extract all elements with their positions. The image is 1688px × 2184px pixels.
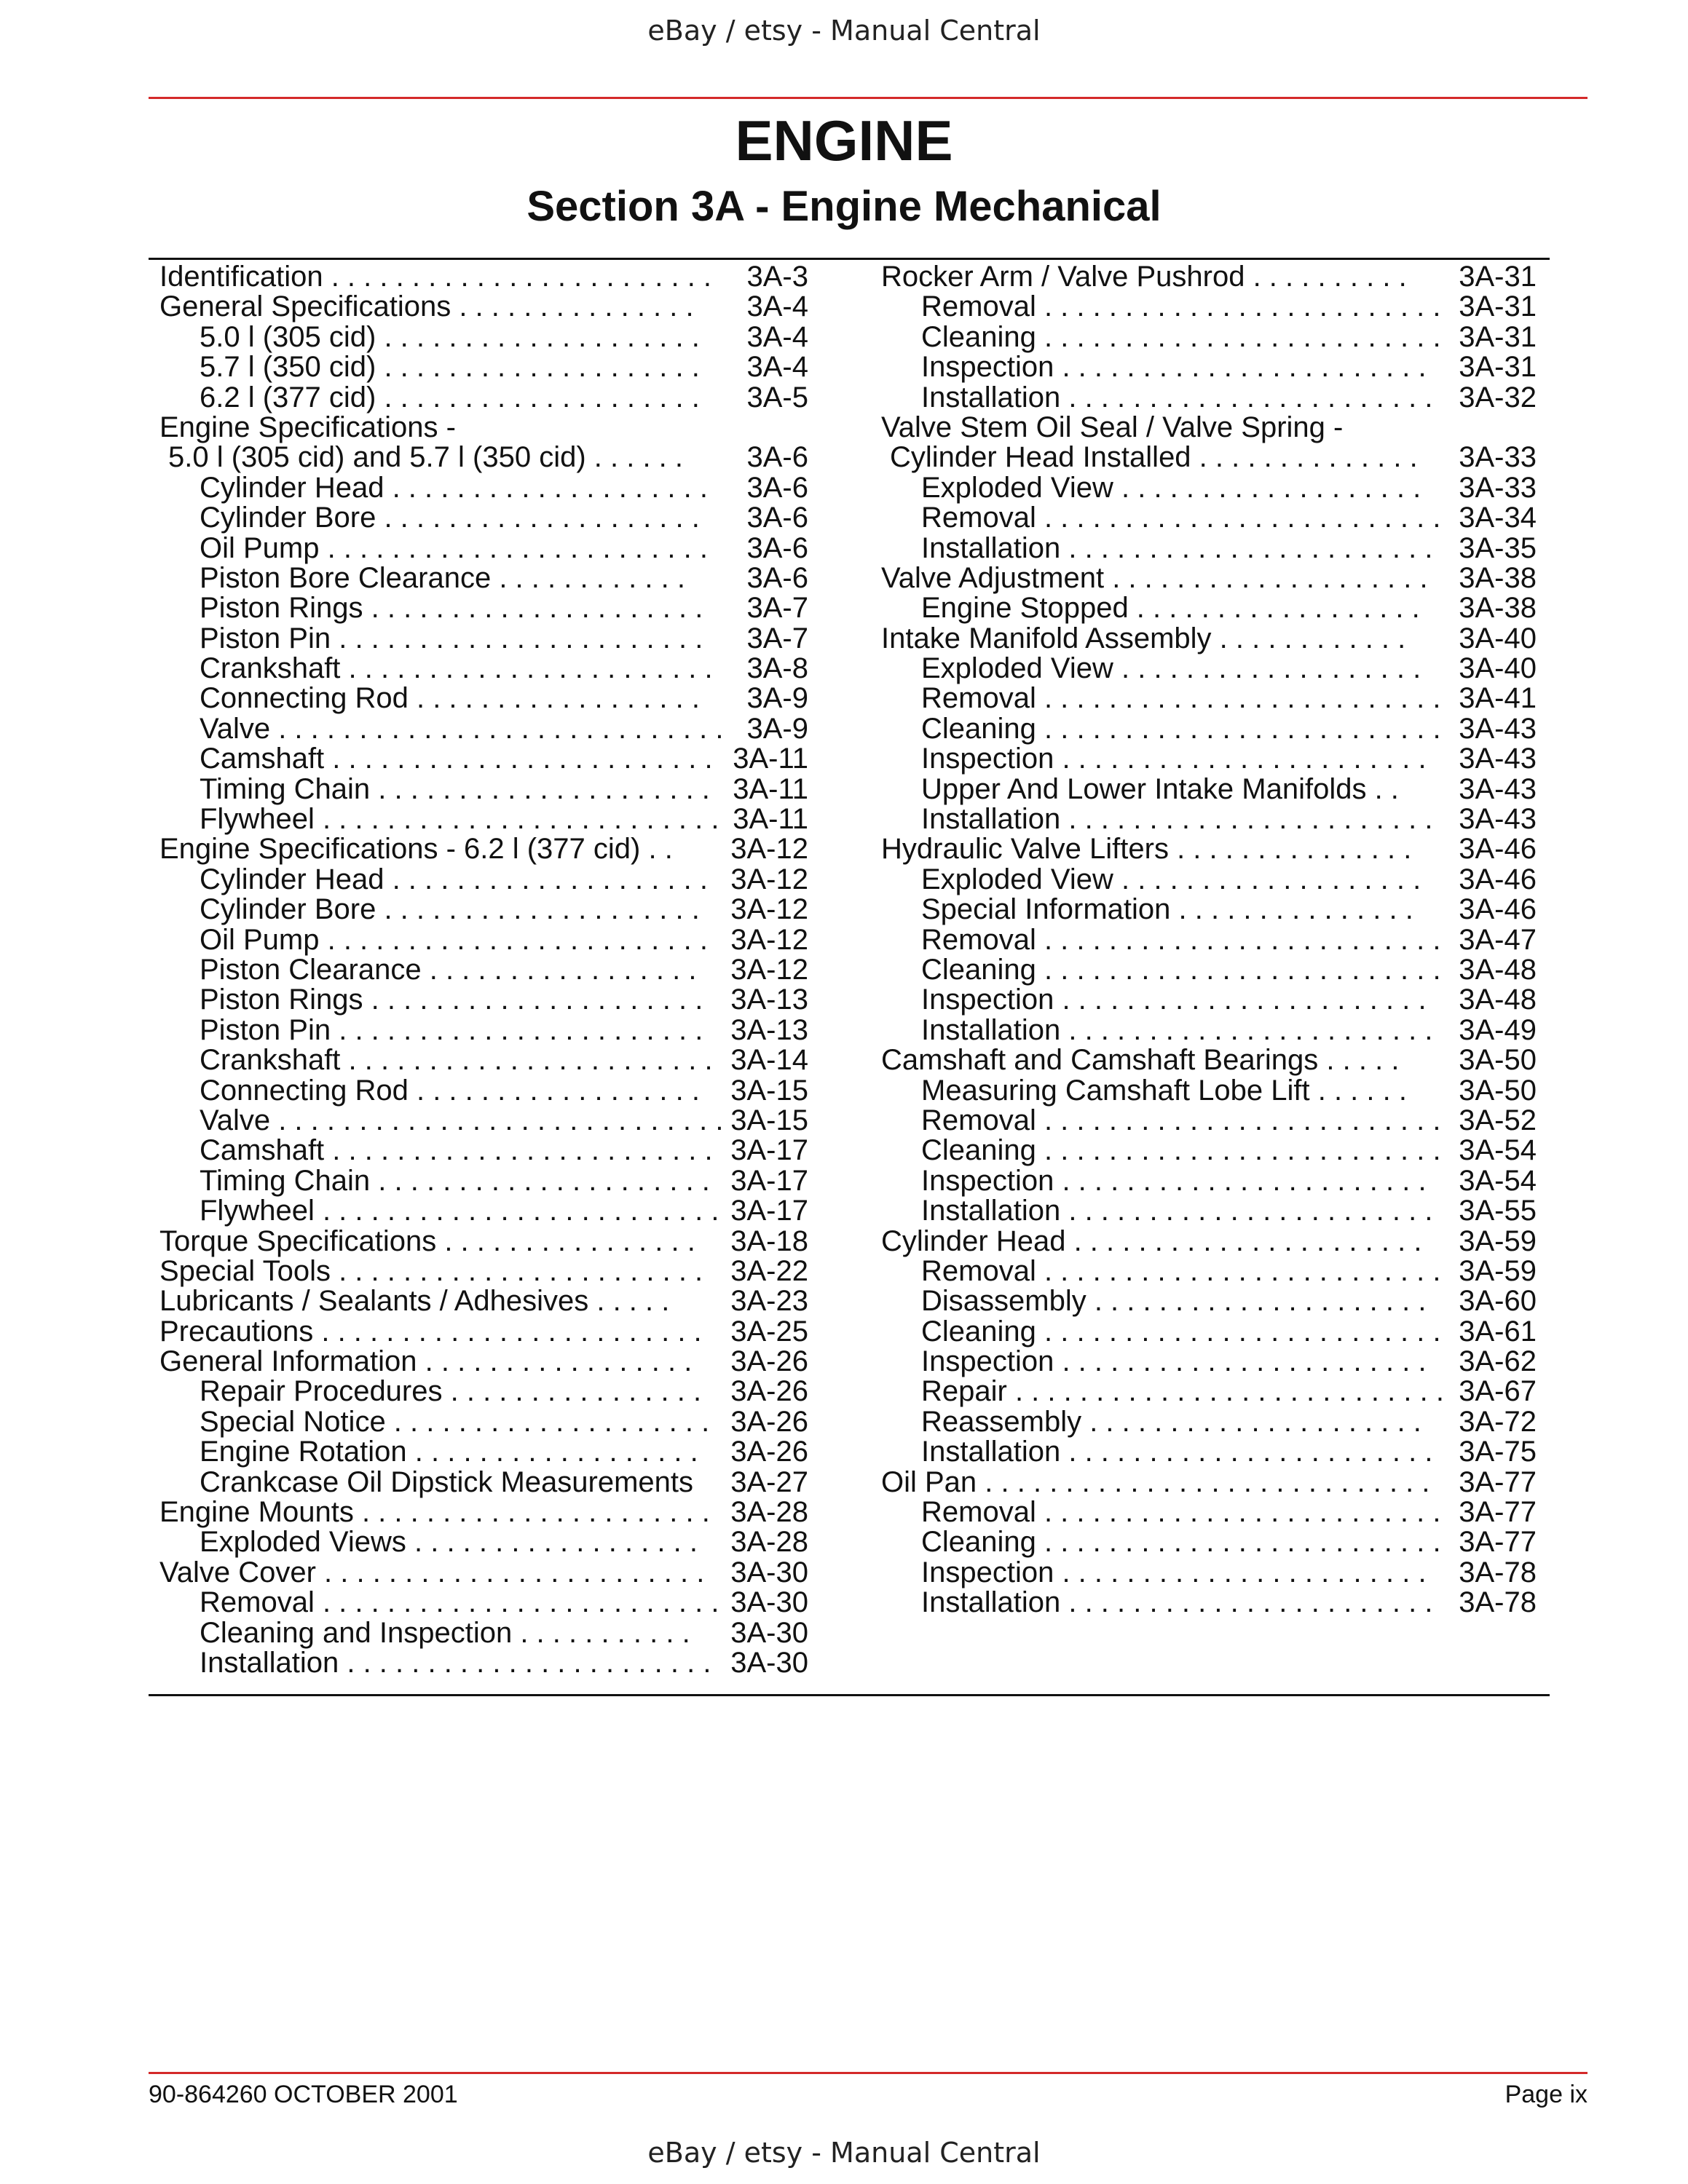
toc-entry: [159, 1013, 815, 1046]
toc-entry-page: 3A-27: [730, 1465, 808, 1498]
toc-entry-page: 3A-41: [1459, 682, 1537, 715]
toc-entry: [881, 503, 1537, 533]
toc-entry-page: 3A-13: [730, 984, 808, 1016]
toc-entry-page: 3A-31: [1459, 261, 1537, 293]
watermark-bottom: eBay / etsy - Manual Central: [647, 2137, 1041, 2169]
toc-entry-page: 3A-54: [1459, 1134, 1537, 1167]
toc-entry: [159, 352, 815, 382]
toc-entry: [159, 443, 815, 472]
toc-entry-label: Cleaning . . . . . . . . . . . . . . . . . . . . . . . . .: [921, 320, 1441, 353]
toc-entry: [881, 593, 1537, 623]
toc-entry: [881, 531, 1537, 564]
toc-entry-label: Removal . . . . . . . . . . . . . . . . . . . . . . . . .: [921, 1104, 1441, 1136]
toc-entry: [159, 1377, 815, 1406]
toc-entry-label: Cleaning . . . . . . . . . . . . . . . . . . . . . . . . .: [921, 712, 1441, 745]
toc-entry: [159, 262, 815, 292]
toc-entry-label: Upper And Lower Intake Manifolds . .: [921, 772, 1399, 805]
toc-entry-label: Removal . . . . . . . . . . . . . . . . . . . . . . . . .: [200, 1586, 719, 1619]
toc-entry-label: Inspection . . . . . . . . . . . . . . . . . . . . . . .: [921, 1556, 1427, 1588]
toc-entry: [881, 262, 1537, 292]
toc-entry-label: Camshaft . . . . . . . . . . . . . . . . . . . . . . . .: [200, 1134, 713, 1167]
toc-entry-page: 3A-6: [746, 502, 808, 534]
toc-entry-label: Special Tools . . . . . . . . . . . . . . . . . . . . . . .: [159, 1254, 703, 1287]
toc-entry-page: 3A-4: [746, 290, 808, 323]
toc-entry-page: 3A-12: [730, 953, 808, 986]
toc-entry-page: 3A-6: [746, 561, 808, 594]
toc-entry-page: 3A-33: [1459, 471, 1537, 504]
toc-entry: [881, 804, 1537, 834]
toc-entry-page: 3A-8: [746, 652, 808, 685]
toc-entry-label: Piston Pin . . . . . . . . . . . . . . . . . . . . . . .: [200, 622, 703, 654]
toc-entry-page: 3A-17: [730, 1134, 808, 1167]
toc-entry-label: Measuring Camshaft Lobe Lift . . . . . .: [921, 1074, 1407, 1107]
toc-entry-label: Valve Adjustment . . . . . . . . . . . . . . . . . . . .: [881, 561, 1428, 594]
toc-entry-label: Exploded Views . . . . . . . . . . . . . . . . . .: [200, 1526, 698, 1559]
toc-entry-page: 3A-31: [1459, 290, 1537, 323]
toc-entry-label: Special Information . . . . . . . . . . . . . . .: [921, 893, 1413, 926]
toc-entry-page: 3A-32: [1459, 381, 1537, 414]
toc-entry-label: Timing Chain . . . . . . . . . . . . . . . . . . . . .: [200, 1164, 710, 1197]
toc-entry-page: 3A-78: [1459, 1556, 1537, 1588]
toc-entry-label: Oil Pan . . . . . . . . . . . . . . . . . . . . . . . . . . . .: [881, 1465, 1430, 1498]
toc-entry: [159, 1588, 815, 1618]
toc-entry-label: 5.0 l (305 cid) and 5.7 l (350 cid) . . . . . .: [168, 441, 684, 474]
toc-entry-page: 3A-6: [746, 441, 808, 474]
toc-entry-label: Installation . . . . . . . . . . . . . . . . . . . . . . .: [200, 1646, 711, 1679]
toc-entry: [881, 1254, 1537, 1287]
toc-entry: [159, 865, 815, 895]
toc-entry-label: Torque Specifications . . . . . . . . . . . . . . . .: [159, 1224, 695, 1257]
toc-entry-page: 3A-43: [1459, 712, 1537, 745]
toc-entry: [159, 684, 815, 713]
toc-entry-page: 3A-23: [730, 1285, 808, 1318]
toc-entry-page: 3A-11: [733, 743, 808, 775]
toc-entry-label: Installation . . . . . . . . . . . . . . . . . . . . . . .: [921, 381, 1433, 414]
toc-entry-label: Cylinder Head . . . . . . . . . . . . . . . . . . . .: [200, 471, 708, 504]
toc-entry: [881, 352, 1537, 382]
toc-entry: [159, 1437, 815, 1467]
toc-entry-label: Engine Stopped . . . . . . . . . . . . . . . . . .: [921, 592, 1420, 625]
toc-entry-page: 3A-72: [1459, 1405, 1537, 1438]
toc-entry-label: Inspection . . . . . . . . . . . . . . . . . . . . . . .: [921, 351, 1427, 384]
toc-entry-page: 3A-3: [746, 261, 808, 293]
toc-entry-label: Inspection . . . . . . . . . . . . . . . . . . . . . . .: [921, 1345, 1427, 1378]
toc-entry: [881, 1286, 1537, 1316]
toc-entry-page: 3A-17: [730, 1164, 808, 1197]
toc-entry-label: Connecting Rod . . . . . . . . . . . . . . . . . .: [200, 682, 700, 715]
footer-doc-number: 90-864260 OCTOBER 2001: [149, 2081, 458, 2108]
toc-entry-page: 3A-61: [1459, 1315, 1537, 1348]
toc-entry-label: Cylinder Head . . . . . . . . . . . . . . . . . . . . . .: [881, 1224, 1422, 1257]
toc-entry-page: 3A-7: [746, 592, 808, 625]
toc-entry-page: 3A-6: [746, 471, 808, 504]
toc-entry: [159, 1347, 815, 1377]
toc-entry: [881, 895, 1537, 925]
toc-entry: [881, 1377, 1537, 1406]
toc-entry-label: General Information . . . . . . . . . . . . . . . . .: [159, 1345, 693, 1378]
toc-entry: [159, 383, 815, 413]
toc-entry: [881, 1136, 1537, 1166]
toc-entry-page: 3A-75: [1459, 1436, 1537, 1468]
toc-entry: [881, 925, 1537, 955]
toc-entry: [159, 1196, 815, 1226]
toc-entry-label: Oil Pump . . . . . . . . . . . . . . . . . . . . . . . .: [200, 923, 708, 956]
toc-entry: [159, 1224, 815, 1257]
toc-top-rule: [149, 258, 1550, 260]
toc-entry: [159, 1076, 815, 1106]
toc-entry-label: Piston Rings . . . . . . . . . . . . . . . . . . . . .: [200, 984, 703, 1016]
toc-entry-label: Repair Procedures . . . . . . . . . . . . . . . .: [200, 1375, 702, 1408]
toc-entry-page: 3A-49: [1459, 1013, 1537, 1046]
toc-entry-page: 3A-31: [1459, 351, 1537, 384]
toc-entry: [881, 1076, 1537, 1106]
toc-entry-label: Special Notice . . . . . . . . . . . . . . . . . . . .: [200, 1405, 710, 1438]
toc-entry: [159, 503, 815, 533]
toc-entry: [159, 1407, 815, 1437]
toc-entry: [881, 654, 1537, 684]
toc-entry-label: Oil Pump . . . . . . . . . . . . . . . . . . . . . . . .: [200, 531, 708, 564]
toc-entry-page: 3A-17: [730, 1195, 808, 1227]
toc-entry: [159, 895, 815, 925]
toc-entry-page: 3A-43: [1459, 743, 1537, 775]
toc-entry-label: Crankshaft . . . . . . . . . . . . . . . . . . . . . . .: [200, 652, 713, 685]
toc-entry-page: 3A-30: [730, 1646, 808, 1679]
toc-entry-label: Flywheel . . . . . . . . . . . . . . . . . . . . . . . . .: [200, 803, 719, 836]
toc-entry-label: Installation . . . . . . . . . . . . . . . . . . . . . . .: [921, 531, 1433, 564]
toc-entry-page: 3A-12: [730, 833, 808, 866]
toc-entry-label: Removal . . . . . . . . . . . . . . . . . . . . . . . . .: [921, 290, 1441, 323]
toc-entry-page: 3A-67: [1459, 1375, 1537, 1408]
toc-entry-page: 3A-46: [1459, 833, 1537, 866]
toc-entry: [159, 955, 815, 985]
footer-red-rule: [149, 2072, 1588, 2074]
toc-entry-page: 3A-12: [730, 863, 808, 895]
toc-entry-label: Valve . . . . . . . . . . . . . . . . . . . . . . . . . . . .: [200, 1104, 724, 1136]
toc-entry-page: 3A-50: [1459, 1074, 1537, 1107]
toc-entry-label: Connecting Rod . . . . . . . . . . . . . . . . . .: [200, 1074, 700, 1107]
footer-page-number: Page ix: [1504, 2081, 1588, 2108]
toc-entry: [159, 1497, 815, 1527]
toc-entry: [159, 1106, 815, 1136]
toc-entry: [881, 383, 1537, 413]
toc-entry-page: 3A-40: [1459, 652, 1537, 685]
toc-entry-label: Cleaning . . . . . . . . . . . . . . . . . . . . . . . . .: [921, 953, 1441, 986]
toc-entry-page: 3A-11: [733, 772, 808, 805]
toc-entry-label: Installation . . . . . . . . . . . . . . . . . . . . . . .: [921, 1586, 1433, 1619]
toc-entry: [159, 473, 815, 503]
toc-entry-label: Cleaning and Inspection . . . . . . . . . . .: [200, 1616, 690, 1649]
toc-entry: [159, 1648, 815, 1678]
toc-entry: [881, 443, 1537, 472]
toc-entry-label: 6.2 l (377 cid) . . . . . . . . . . . . . . . . . . . .: [200, 381, 700, 414]
toc-entry-label: Installation . . . . . . . . . . . . . . . . . . . . . . .: [921, 1436, 1433, 1468]
toc-entry-label: Exploded View . . . . . . . . . . . . . . . . . . .: [921, 471, 1421, 504]
toc-entry: [881, 624, 1537, 654]
toc-entry-label: Installation . . . . . . . . . . . . . . . . . . . . . . .: [921, 1195, 1433, 1227]
toc-entry: [881, 292, 1537, 322]
toc-entry-label: Lubricants / Sealants / Adhesives . . . . .: [159, 1285, 670, 1318]
toc-entry-page: 3A-12: [730, 893, 808, 926]
toc-entry-page: 3A-46: [1459, 893, 1537, 926]
toc-entry-label: Hydraulic Valve Lifters . . . . . . . . . . . . . . .: [881, 833, 1412, 866]
toc-entry-page: 3A-28: [730, 1526, 808, 1559]
toc-entry-label: Camshaft and Camshaft Bearings . . . . .: [881, 1044, 1400, 1077]
toc-entry-label: Exploded View . . . . . . . . . . . . . . . . . . .: [921, 863, 1421, 895]
toc-entry-label: Intake Manifold Assembly . . . . . . . . . . . .: [881, 622, 1406, 654]
toc-entry: [159, 413, 815, 443]
toc-entry: [881, 1527, 1537, 1557]
toc-entry-page: 3A-18: [730, 1224, 808, 1257]
toc-entry-page: 3A-12: [730, 923, 808, 956]
toc-entry: [159, 834, 815, 864]
toc-entry: [159, 320, 815, 353]
toc-entry: [881, 684, 1537, 713]
toc-left-column: [159, 262, 815, 1678]
toc-entry-page: 3A-47: [1459, 923, 1537, 956]
toc-entry-page: 3A-48: [1459, 984, 1537, 1016]
toc-entry: [159, 1527, 815, 1557]
toc-entry: [881, 473, 1537, 503]
toc-entry-page: 3A-77: [1459, 1526, 1537, 1559]
toc-entry-page: 3A-78: [1459, 1586, 1537, 1619]
toc-entry: [159, 925, 815, 955]
toc-entry-page: 3A-59: [1459, 1254, 1537, 1287]
toc-entry-page: 3A-40: [1459, 622, 1537, 654]
toc-entry: [881, 1106, 1537, 1136]
toc-entry-label: Inspection . . . . . . . . . . . . . . . . . . . . . . .: [921, 1164, 1427, 1197]
toc-entry-page: 3A-52: [1459, 1104, 1537, 1136]
toc-entry-page: 3A-11: [733, 803, 808, 836]
toc-bottom-rule: [149, 1694, 1550, 1696]
toc-entry: [881, 714, 1537, 744]
toc-entry-label: Piston Bore Clearance . . . . . . . . . . . .: [200, 561, 685, 594]
toc-entry-label: Installation . . . . . . . . . . . . . . . . . . . . . . .: [921, 1013, 1433, 1046]
toc-entry-label: General Specifications . . . . . . . . . . . . . . .: [159, 290, 694, 323]
toc-entry-label: Cleaning . . . . . . . . . . . . . . . . . . . . . . . . .: [921, 1134, 1441, 1167]
toc-entry-label: Cylinder Head Installed . . . . . . . . . . . . . .: [890, 441, 1418, 474]
toc-entry: [159, 654, 815, 684]
toc-entry-label: Cylinder Bore . . . . . . . . . . . . . . . . . . . .: [200, 893, 700, 926]
toc-entry-label: 5.7 l (350 cid) . . . . . . . . . . . . . . . . . . . .: [200, 351, 700, 384]
toc-entry-page: 3A-9: [746, 712, 808, 745]
toc-entry-page: 3A-9: [746, 682, 808, 715]
toc-entry: [881, 955, 1537, 985]
toc-entry-page: 3A-46: [1459, 863, 1537, 895]
toc-entry-label: Valve Stem Oil Seal / Valve Spring -: [881, 411, 1344, 443]
toc-entry: [159, 1286, 815, 1316]
toc-entry-label: Engine Rotation . . . . . . . . . . . . . . . . . .: [200, 1436, 698, 1468]
toc-entry: [881, 1317, 1537, 1347]
toc-entry: [159, 1465, 815, 1498]
toc-entry-page: 3A-26: [730, 1405, 808, 1438]
toc-entry: [881, 1013, 1537, 1046]
toc-entry-page: 3A-30: [730, 1556, 808, 1588]
toc-entry-page: 3A-48: [1459, 953, 1537, 986]
toc-entry-label: Reassembly . . . . . . . . . . . . . . . . . . . . .: [921, 1405, 1421, 1438]
toc-entry: [881, 320, 1537, 353]
toc-entry-page: 3A-22: [730, 1254, 808, 1287]
toc-entry-label: Removal . . . . . . . . . . . . . . . . . . . . . . . . .: [921, 1496, 1441, 1529]
toc-entry-label: Removal . . . . . . . . . . . . . . . . . . . . . . . . .: [921, 682, 1441, 715]
toc-entry-label: Exploded View . . . . . . . . . . . . . . . . . . .: [921, 652, 1421, 685]
page-title: ENGINE: [735, 108, 953, 173]
toc-entry: [881, 1558, 1537, 1588]
toc-entry-page: 3A-15: [730, 1104, 808, 1136]
toc-entry: [881, 865, 1537, 895]
toc-entry-page: 3A-77: [1459, 1496, 1537, 1529]
toc-entry: [881, 1347, 1537, 1377]
toc-entry-label: Crankcase Oil Dipstick Measurements: [200, 1465, 693, 1498]
toc-entry-label: Disassembly . . . . . . . . . . . . . . . . . . . . .: [921, 1285, 1427, 1318]
toc-entry-page: 3A-28: [730, 1496, 808, 1529]
toc-entry-label: Inspection . . . . . . . . . . . . . . . . . . . . . . .: [921, 984, 1427, 1016]
toc-entry-label: Removal . . . . . . . . . . . . . . . . . . . . . . . . .: [921, 502, 1441, 534]
toc-entry: [159, 624, 815, 654]
toc-entry-page: 3A-55: [1459, 1195, 1537, 1227]
toc-entry-page: 3A-30: [730, 1586, 808, 1619]
toc-entry: [159, 1558, 815, 1588]
toc-entry-label: Cleaning . . . . . . . . . . . . . . . . . . . . . . . . .: [921, 1315, 1441, 1348]
toc-entry-label: 5.0 l (305 cid) . . . . . . . . . . . . . . . . . . . .: [200, 320, 700, 353]
toc-entry-label: Timing Chain . . . . . . . . . . . . . . . . . . . . .: [200, 772, 710, 805]
toc-entry-page: 3A-31: [1459, 320, 1537, 353]
toc-entry: [159, 1045, 815, 1075]
toc-entry: [881, 1588, 1537, 1618]
toc-entry-label: Cleaning . . . . . . . . . . . . . . . . . . . . . . . . .: [921, 1526, 1441, 1559]
toc-entry: [159, 985, 815, 1015]
toc-entry: [881, 744, 1537, 774]
toc-entry-page: 3A-38: [1459, 592, 1537, 625]
toc-entry-label: Precautions . . . . . . . . . . . . . . . . . . . . . . . .: [159, 1315, 702, 1348]
toc-entry-label: Piston Pin . . . . . . . . . . . . . . . . . . . . . . .: [200, 1013, 703, 1046]
toc-entry-page: 3A-14: [730, 1044, 808, 1077]
toc-entry-label: Cylinder Head . . . . . . . . . . . . . . . . . . . .: [200, 863, 708, 895]
toc-entry-page: 3A-60: [1459, 1285, 1537, 1318]
toc-entry-label: Piston Clearance . . . . . . . . . . . . . . . . .: [200, 953, 697, 986]
toc-entry-page: 3A-26: [730, 1375, 808, 1408]
toc-entry: [881, 1437, 1537, 1467]
toc-entry: [159, 744, 815, 774]
toc-entry-page: 3A-13: [730, 1013, 808, 1046]
toc-entry-label: Piston Rings . . . . . . . . . . . . . . . . . . . . .: [200, 592, 703, 625]
toc-entry: [881, 563, 1537, 593]
toc-entry-page: 3A-62: [1459, 1345, 1537, 1378]
toc-entry-page: 3A-43: [1459, 803, 1537, 836]
toc-entry-page: 3A-26: [730, 1436, 808, 1468]
toc-entry: [881, 413, 1537, 443]
toc-entry-label: Crankshaft . . . . . . . . . . . . . . . . . . . . . . .: [200, 1044, 713, 1077]
toc-entry: [159, 531, 815, 564]
toc-entry-page: 3A-15: [730, 1074, 808, 1107]
toc-entry-page: 3A-7: [746, 622, 808, 654]
toc-entry-label: Rocker Arm / Valve Pushrod . . . . . . . . . .: [881, 261, 1407, 293]
toc-entry-page: 3A-34: [1459, 502, 1537, 534]
toc-entry: [881, 1045, 1537, 1075]
toc-entry: [881, 834, 1537, 864]
section-subtitle: Section 3A - Engine Mechanical: [526, 183, 1162, 230]
toc-entry-label: Engine Specifications -: [159, 411, 456, 443]
toc-entry-page: 3A-38: [1459, 561, 1537, 594]
toc-entry-page: 3A-77: [1459, 1465, 1537, 1498]
toc-entry-label: Cylinder Bore . . . . . . . . . . . . . . . . . . . .: [200, 502, 700, 534]
toc-entry: [881, 985, 1537, 1015]
toc-entry-label: Inspection . . . . . . . . . . . . . . . . . . . . . . .: [921, 743, 1427, 775]
toc-entry-page: 3A-59: [1459, 1224, 1537, 1257]
toc-entry: [159, 1136, 815, 1166]
toc-entry-page: 3A-30: [730, 1616, 808, 1649]
toc-entry: [159, 593, 815, 623]
toc-entry: [881, 1407, 1537, 1437]
toc-entry: [881, 772, 1537, 805]
toc-entry: [159, 1618, 815, 1648]
toc-entry: [159, 1166, 815, 1196]
toc-entry: [881, 1465, 1537, 1498]
toc-entry: [881, 1196, 1537, 1226]
toc-entry-page: 3A-6: [746, 531, 808, 564]
toc-entry: [159, 563, 815, 593]
toc-entry-page: 3A-50: [1459, 1044, 1537, 1077]
toc-entry: [159, 1317, 815, 1347]
toc-entry-page: 3A-5: [746, 381, 808, 414]
toc-entry: [881, 1166, 1537, 1196]
toc-entry-label: Repair . . . . . . . . . . . . . . . . . . . . . . . . . . .: [921, 1375, 1444, 1408]
toc-entry-page: 3A-4: [746, 351, 808, 384]
toc-entry-label: Valve Cover . . . . . . . . . . . . . . . . . . . . . . . .: [159, 1556, 705, 1588]
toc-entry-label: Identification . . . . . . . . . . . . . . . . . . . . . . . .: [159, 261, 712, 293]
toc-entry-label: Valve . . . . . . . . . . . . . . . . . . . . . . . . . . . .: [200, 712, 724, 745]
toc-entry: [159, 804, 815, 834]
toc-entry-page: 3A-54: [1459, 1164, 1537, 1197]
toc-entry-page: 3A-4: [746, 320, 808, 353]
toc-right-column: [881, 262, 1537, 1618]
toc-entry-label: Engine Specifications - 6.2 l (377 cid) . .: [159, 833, 673, 866]
watermark-top: eBay / etsy - Manual Central: [647, 15, 1041, 47]
toc-entry-page: 3A-33: [1459, 441, 1537, 474]
toc-entry-label: Removal . . . . . . . . . . . . . . . . . . . . . . . . .: [921, 1254, 1441, 1287]
toc-entry-label: Removal . . . . . . . . . . . . . . . . . . . . . . . . .: [921, 923, 1441, 956]
toc-entry: [159, 1254, 815, 1287]
toc-entry-page: 3A-26: [730, 1345, 808, 1378]
toc-entry: [881, 1497, 1537, 1527]
toc-entry-label: Camshaft . . . . . . . . . . . . . . . . . . . . . . . .: [200, 743, 713, 775]
toc-entry-page: 3A-43: [1459, 772, 1537, 805]
toc-entry: [159, 772, 815, 805]
toc-entry-label: Engine Mounts . . . . . . . . . . . . . . . . . . . . . .: [159, 1496, 710, 1529]
header-red-rule: [149, 97, 1588, 99]
toc-entry-page: 3A-25: [730, 1315, 808, 1348]
toc-entry-label: Flywheel . . . . . . . . . . . . . . . . . . . . . . . . .: [200, 1195, 719, 1227]
toc-entry-page: 3A-35: [1459, 531, 1537, 564]
toc-entry: [159, 292, 815, 322]
toc-entry: [881, 1224, 1537, 1257]
toc-entry-label: Installation . . . . . . . . . . . . . . . . . . . . . . .: [921, 803, 1433, 836]
toc-entry: [159, 714, 815, 744]
